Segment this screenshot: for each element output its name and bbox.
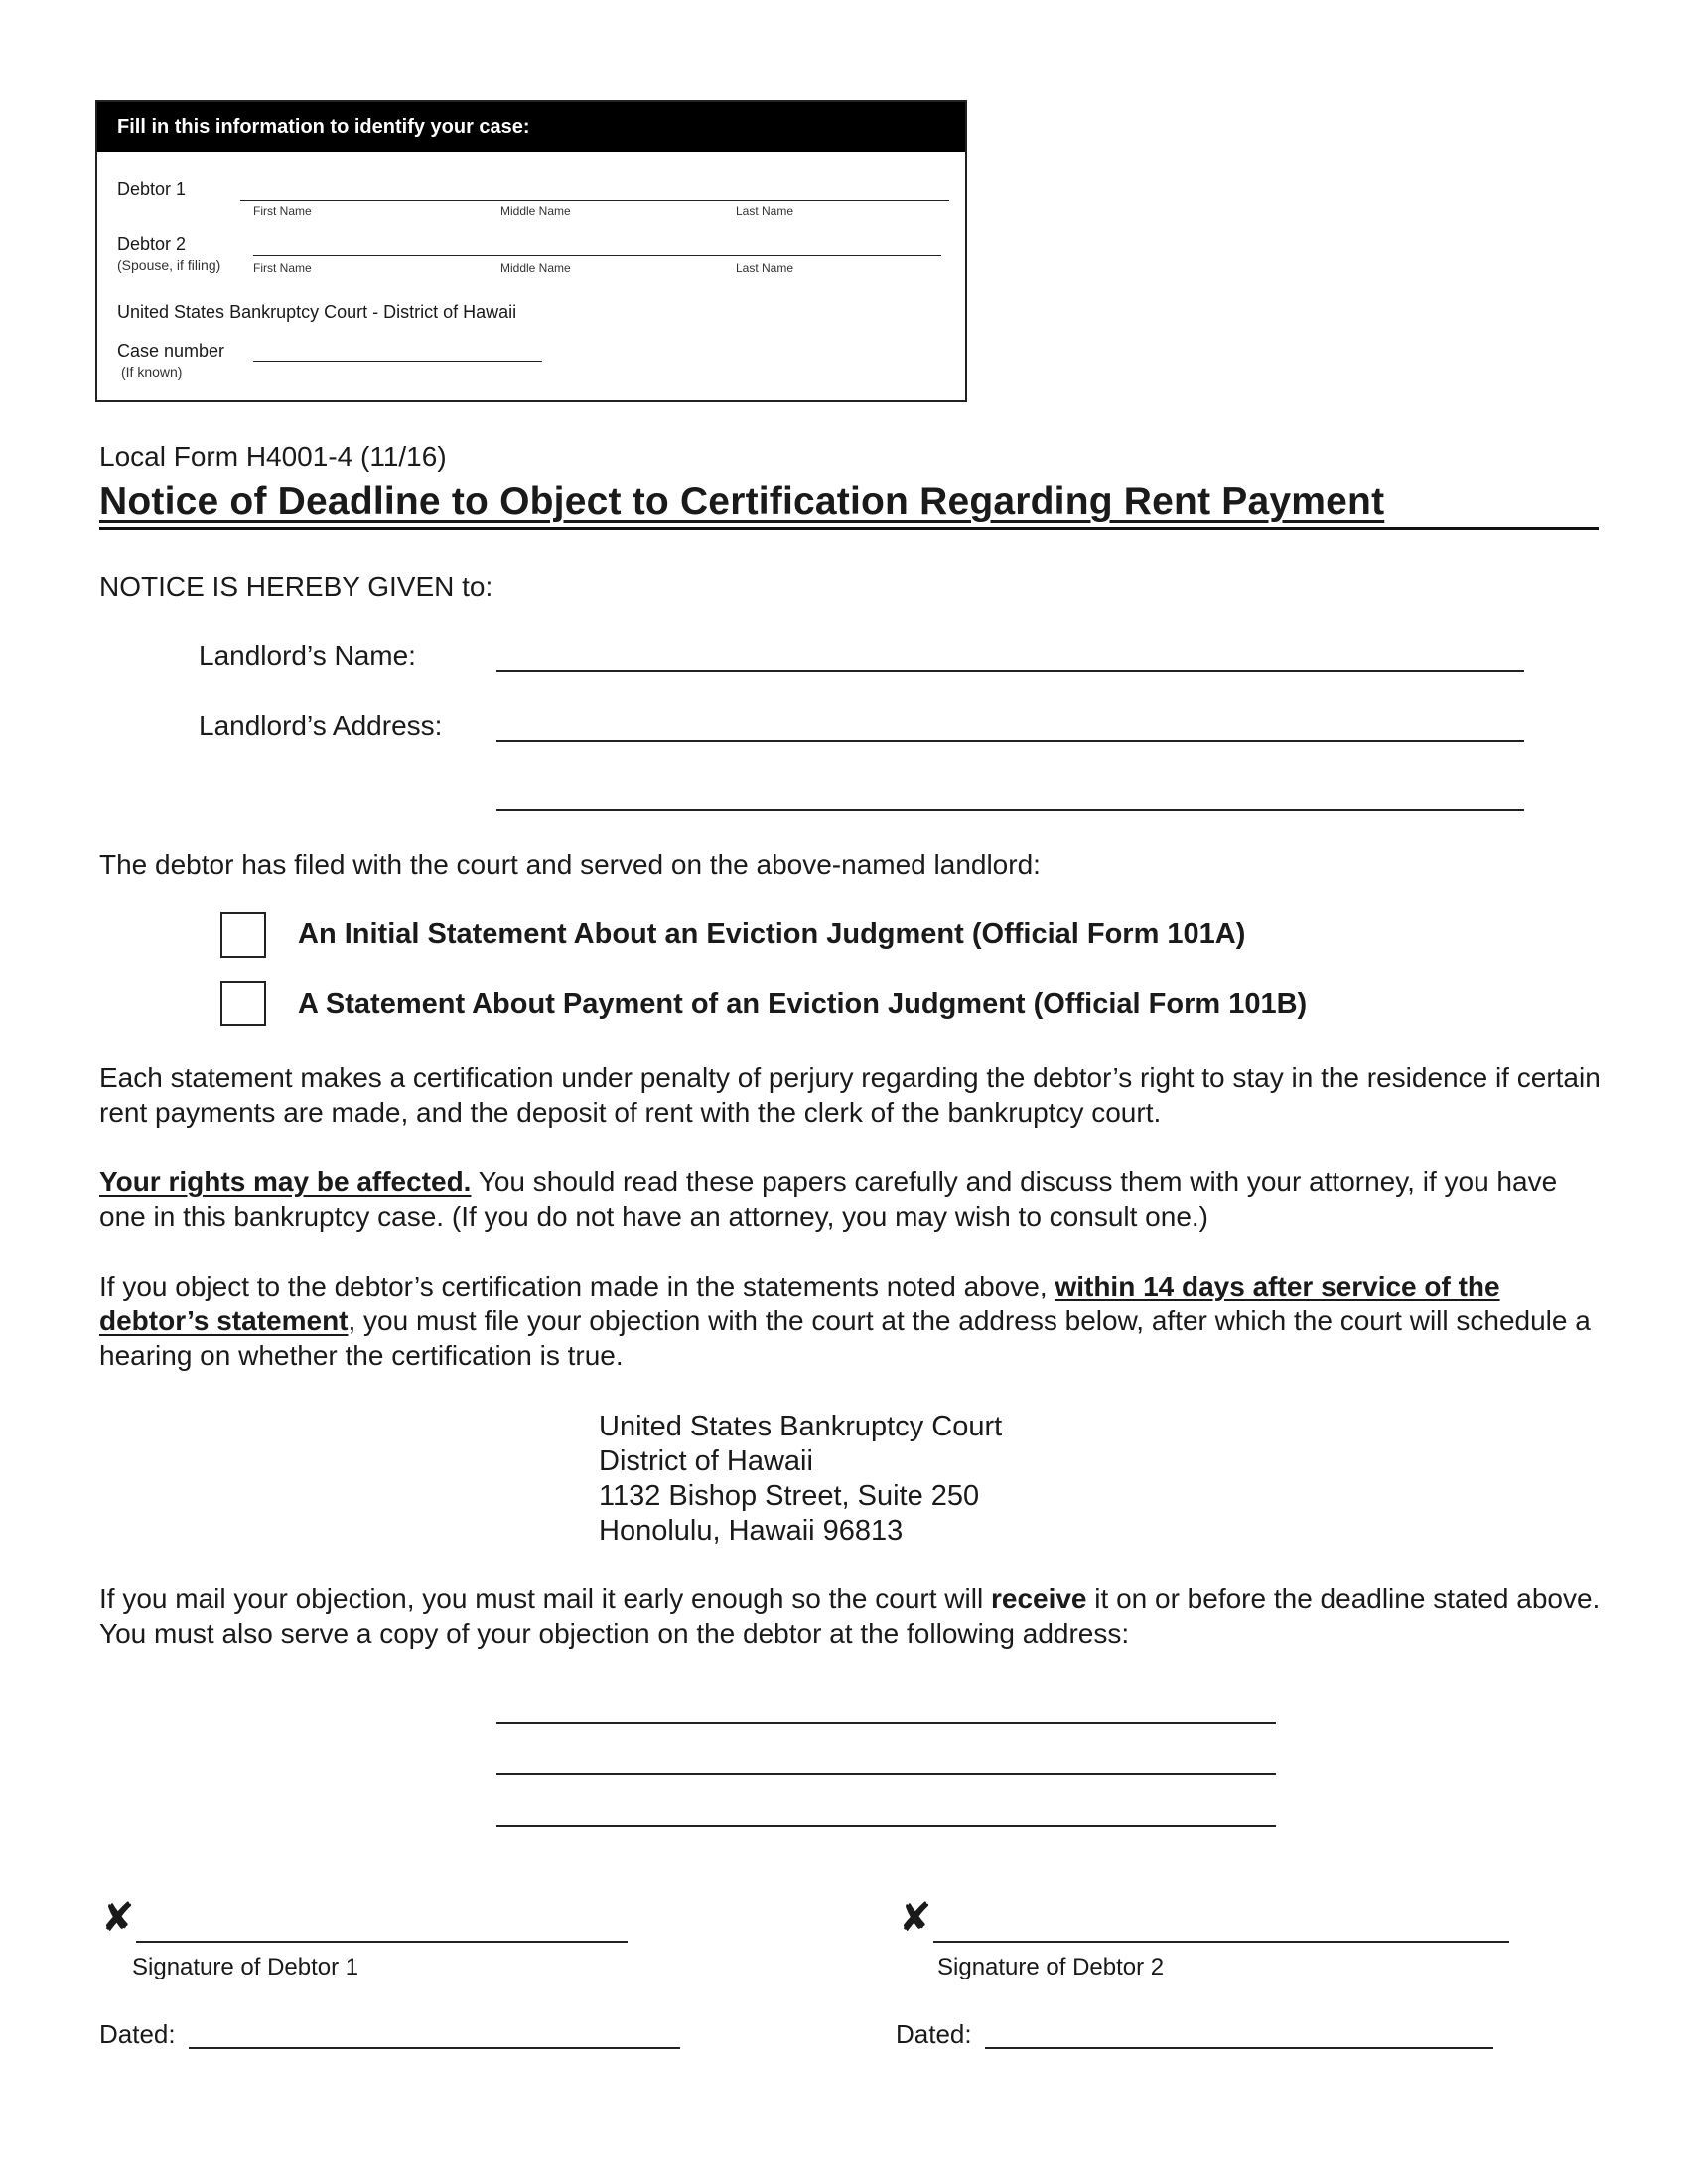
debtor1-name-field[interactable] xyxy=(240,200,949,201)
dated-label-1: Dated: xyxy=(99,2019,176,2049)
title-rule xyxy=(99,527,1599,530)
case-box-header: Fill in this information to identify your case: xyxy=(97,102,965,152)
debtor1-middle-name-caption: Middle Name xyxy=(500,205,571,218)
case-number-field[interactable] xyxy=(253,361,542,362)
rights-heading: Your rights may be affected. xyxy=(99,1166,472,1197)
signature-x-icon: ✘ xyxy=(899,1896,932,1940)
debtor1-signature-field[interactable] xyxy=(136,1941,628,1943)
debtor2-first-name-caption: First Name xyxy=(253,261,312,275)
mail-text-1: If you mail your objection, you must mail it early enough so the court will xyxy=(99,1583,991,1614)
debtor2-sublabel: (Spouse, if filing) xyxy=(117,257,221,273)
mail-text-2: it on or before the deadline stated above. You must also serve a copy of your objection on the debtor at the following address: xyxy=(99,1583,1601,1649)
debtor-address-field-3[interactable] xyxy=(496,1825,1276,1827)
debtor-address-field-1[interactable] xyxy=(496,1722,1276,1724)
debtor1-first-name-caption: First Name xyxy=(253,205,312,218)
landlord-name-label: Landlord’s Name: xyxy=(199,640,416,671)
rights-paragraph xyxy=(99,1164,1609,1234)
landlord-address-field-1[interactable] xyxy=(496,740,1524,742)
landlord-address-field-2[interactable] xyxy=(496,809,1524,811)
form-101a-checkbox[interactable] xyxy=(220,912,266,958)
notice-intro: NOTICE IS HEREBY GIVEN to: xyxy=(99,571,493,602)
debtor2-last-name-caption: Last Name xyxy=(736,261,794,275)
court-address-line2: District of Hawaii xyxy=(599,1445,813,1477)
landlord-name-field[interactable] xyxy=(496,670,1524,672)
debtor2-middle-name-caption: Middle Name xyxy=(500,261,571,275)
debtor2-name-field[interactable] xyxy=(253,255,941,256)
signature-debtor2-label: Signature of Debtor 2 xyxy=(937,1954,1165,1980)
form-101b-checkbox[interactable] xyxy=(220,981,266,1026)
form-id: Local Form H4001-4 (11/16) xyxy=(99,441,447,472)
signature-debtor1-label: Signature of Debtor 1 xyxy=(132,1954,359,1980)
objection-text-1: If you object to the debtor’s certification made in the statements noted above, xyxy=(99,1271,1055,1301)
debtor2-label: Debtor 2 xyxy=(117,234,187,254)
court-address xyxy=(599,1410,1002,1549)
debtor-address-field-2[interactable] xyxy=(496,1773,1276,1775)
objection-deadline: within 14 days after service of the debtor’s statement xyxy=(99,1271,1500,1336)
case-info-box xyxy=(95,100,967,402)
mail-paragraph xyxy=(99,1581,1609,1651)
debtor2-signature-field[interactable] xyxy=(933,1941,1509,1943)
court-name: United States Bankruptcy Court - District of Hawaii xyxy=(117,302,517,322)
objection-paragraph xyxy=(99,1269,1609,1373)
debtor1-last-name-caption: Last Name xyxy=(736,205,794,218)
debtor1-date-field[interactable] xyxy=(189,2047,680,2049)
case-number-label: Case number xyxy=(117,341,225,361)
court-address-line3: 1132 Bishop Street, Suite 250 xyxy=(599,1480,980,1512)
rights-text: You should read these papers carefully and discuss them with your attorney, if you have one in this bankruptcy case. (If you do not have an attorney, you may wish to consult one.) xyxy=(99,1166,1558,1232)
form-101b-label: A Statement About Payment of an Eviction Judgment (Official Form 101B) xyxy=(298,988,1308,1020)
case-number-sublabel: (If known) xyxy=(121,364,183,380)
court-address-line1: United States Bankruptcy Court xyxy=(599,1411,1003,1442)
debtor2-date-field[interactable] xyxy=(985,2047,1493,2049)
page-title: Notice of Deadline to Object to Certification Regarding Rent Payment xyxy=(99,480,1385,523)
court-address-line4: Honolulu, Hawaii 96813 xyxy=(599,1515,904,1547)
mail-receive: receive xyxy=(990,1583,1087,1614)
certification-paragraph: Each statement makes a certification under penalty of perjury regarding the debtor’s right to stay in the residence if certain rent payments are made, and the deposit of rent with the clerk of the bankruptcy court. xyxy=(99,1062,1601,1128)
objection-text-2: , you must file your objection with the court at the address below, after which the court will schedule a hearing on whether the certification is true. xyxy=(99,1305,1591,1371)
filed-intro: The debtor has filed with the court and served on the above-named landlord: xyxy=(99,849,1041,880)
debtor1-label: Debtor 1 xyxy=(117,179,187,199)
form-101a-label: An Initial Statement About an Eviction Judgment (Official Form 101A) xyxy=(298,918,1246,950)
signature-x-icon: ✘ xyxy=(101,1896,135,1940)
landlord-address-label: Landlord’s Address: xyxy=(199,710,443,741)
dated-label-2: Dated: xyxy=(896,2019,972,2049)
